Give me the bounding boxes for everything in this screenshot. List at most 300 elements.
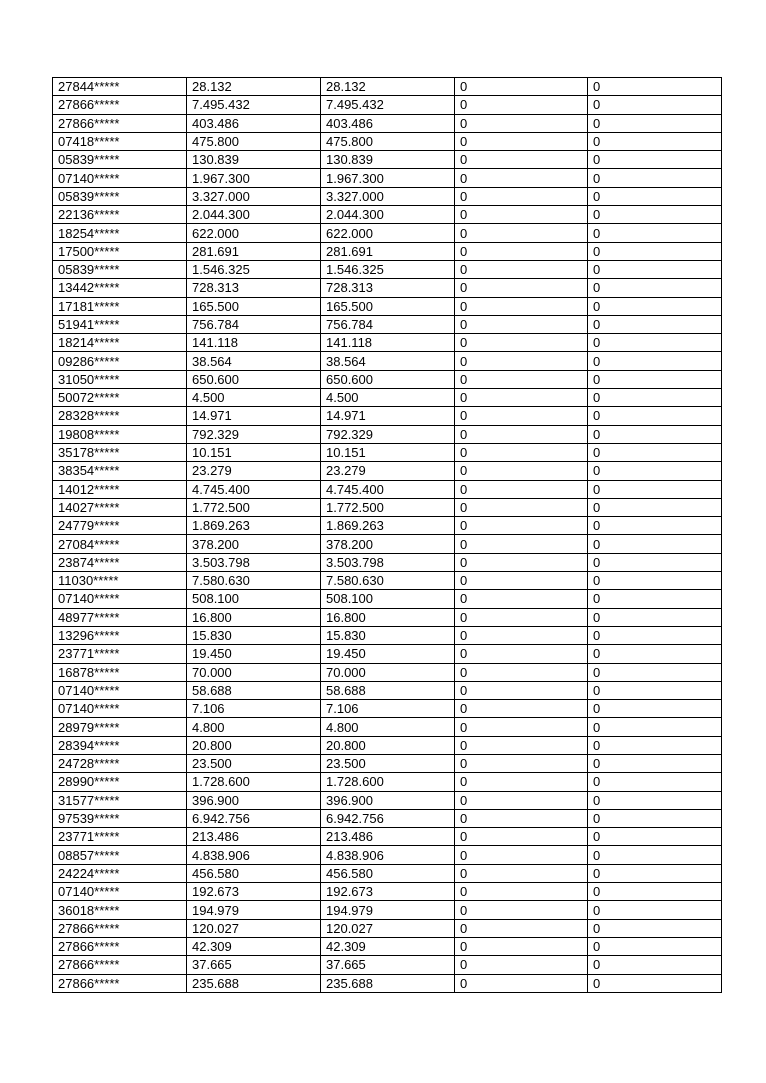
zero-repeat-cell: 0: [588, 828, 722, 846]
id-cell: 22136*****: [53, 206, 187, 224]
table-row: [53, 480, 722, 498]
zero-cell: 0: [455, 315, 588, 333]
table-row: [53, 297, 722, 315]
zero-cell: 0: [455, 443, 588, 461]
amount-cell: 1.728.600: [187, 773, 321, 791]
table-row: [53, 974, 722, 992]
id-cell: 24779*****: [53, 517, 187, 535]
amount-repeat-cell: 70.000: [321, 663, 455, 681]
zero-repeat-cell: 0: [588, 425, 722, 443]
zero-repeat-cell: 0: [588, 334, 722, 352]
id-cell: 27866*****: [53, 96, 187, 114]
zero-repeat-cell: 0: [588, 407, 722, 425]
zero-repeat-cell: 0: [588, 224, 722, 242]
zero-repeat-cell: 0: [588, 370, 722, 388]
zero-cell: 0: [455, 663, 588, 681]
amount-repeat-cell: 3.327.000: [321, 187, 455, 205]
id-cell: 19808*****: [53, 425, 187, 443]
id-cell: 17500*****: [53, 242, 187, 260]
amount-cell: 42.309: [187, 937, 321, 955]
amount-repeat-cell: 792.329: [321, 425, 455, 443]
zero-repeat-cell: 0: [588, 663, 722, 681]
zero-repeat-cell: 0: [588, 297, 722, 315]
amount-cell: 70.000: [187, 663, 321, 681]
table-row: [53, 96, 722, 114]
amount-repeat-cell: 1.546.325: [321, 260, 455, 278]
table-row: [53, 681, 722, 699]
zero-cell: 0: [455, 389, 588, 407]
id-cell: 28328*****: [53, 407, 187, 425]
zero-cell: 0: [455, 96, 588, 114]
amount-repeat-cell: 1.728.600: [321, 773, 455, 791]
table-row: [53, 663, 722, 681]
amount-repeat-cell: 756.784: [321, 315, 455, 333]
amount-cell: 37.665: [187, 956, 321, 974]
amount-repeat-cell: 1.869.263: [321, 517, 455, 535]
id-cell: 07140*****: [53, 883, 187, 901]
amount-cell: 6.942.756: [187, 809, 321, 827]
zero-repeat-cell: 0: [588, 608, 722, 626]
amount-cell: 120.027: [187, 919, 321, 937]
amount-repeat-cell: 650.600: [321, 370, 455, 388]
amount-repeat-cell: 7.580.630: [321, 572, 455, 590]
zero-cell: 0: [455, 517, 588, 535]
id-cell: 27844*****: [53, 78, 187, 96]
amount-repeat-cell: 194.979: [321, 901, 455, 919]
zero-cell: 0: [455, 681, 588, 699]
amount-cell: 396.900: [187, 791, 321, 809]
zero-cell: 0: [455, 974, 588, 992]
id-cell: 16878*****: [53, 663, 187, 681]
zero-repeat-cell: 0: [588, 645, 722, 663]
amount-repeat-cell: 16.800: [321, 608, 455, 626]
amount-cell: 15.830: [187, 626, 321, 644]
zero-cell: 0: [455, 645, 588, 663]
table-row: [53, 809, 722, 827]
zero-cell: 0: [455, 791, 588, 809]
amount-repeat-cell: 508.100: [321, 590, 455, 608]
zero-cell: 0: [455, 151, 588, 169]
zero-cell: 0: [455, 736, 588, 754]
amount-cell: 792.329: [187, 425, 321, 443]
zero-cell: 0: [455, 114, 588, 132]
amount-repeat-cell: 378.200: [321, 535, 455, 553]
id-cell: 23874*****: [53, 553, 187, 571]
amount-cell: 4.838.906: [187, 846, 321, 864]
table-row: [53, 901, 722, 919]
zero-repeat-cell: 0: [588, 736, 722, 754]
zero-repeat-cell: 0: [588, 206, 722, 224]
id-cell: 23771*****: [53, 828, 187, 846]
id-cell: 18214*****: [53, 334, 187, 352]
zero-repeat-cell: 0: [588, 315, 722, 333]
amount-cell: 756.784: [187, 315, 321, 333]
amount-cell: 1.869.263: [187, 517, 321, 535]
amount-cell: 622.000: [187, 224, 321, 242]
id-cell: 07140*****: [53, 590, 187, 608]
amount-cell: 213.486: [187, 828, 321, 846]
table-row: [53, 645, 722, 663]
id-cell: 27866*****: [53, 114, 187, 132]
table-row: [53, 572, 722, 590]
zero-repeat-cell: 0: [588, 883, 722, 901]
amount-repeat-cell: 38.564: [321, 352, 455, 370]
zero-cell: 0: [455, 626, 588, 644]
amount-repeat-cell: 235.688: [321, 974, 455, 992]
zero-repeat-cell: 0: [588, 974, 722, 992]
amount-repeat-cell: 165.500: [321, 297, 455, 315]
zero-cell: 0: [455, 901, 588, 919]
zero-repeat-cell: 0: [588, 773, 722, 791]
zero-cell: 0: [455, 773, 588, 791]
zero-repeat-cell: 0: [588, 260, 722, 278]
amount-cell: 1.546.325: [187, 260, 321, 278]
table-row: [53, 370, 722, 388]
amount-cell: 2.044.300: [187, 206, 321, 224]
amount-cell: 23.279: [187, 462, 321, 480]
amount-repeat-cell: 23.279: [321, 462, 455, 480]
zero-repeat-cell: 0: [588, 956, 722, 974]
amount-cell: 7.495.432: [187, 96, 321, 114]
zero-repeat-cell: 0: [588, 114, 722, 132]
zero-cell: 0: [455, 754, 588, 772]
zero-cell: 0: [455, 572, 588, 590]
table-row: [53, 260, 722, 278]
table-row: [53, 517, 722, 535]
table-row: [53, 78, 722, 96]
id-cell: 18254*****: [53, 224, 187, 242]
amount-cell: 7.106: [187, 700, 321, 718]
amount-repeat-cell: 15.830: [321, 626, 455, 644]
amount-repeat-cell: 2.044.300: [321, 206, 455, 224]
id-cell: 13296*****: [53, 626, 187, 644]
zero-repeat-cell: 0: [588, 700, 722, 718]
amount-cell: 192.673: [187, 883, 321, 901]
table-row: [53, 956, 722, 974]
amount-cell: 4.745.400: [187, 480, 321, 498]
table-row: [53, 132, 722, 150]
table-row: [53, 334, 722, 352]
amount-cell: 23.500: [187, 754, 321, 772]
amount-cell: 378.200: [187, 535, 321, 553]
id-cell: 28990*****: [53, 773, 187, 791]
amount-repeat-cell: 7.106: [321, 700, 455, 718]
id-cell: 31050*****: [53, 370, 187, 388]
zero-cell: 0: [455, 462, 588, 480]
zero-cell: 0: [455, 956, 588, 974]
id-cell: 38354*****: [53, 462, 187, 480]
amount-repeat-cell: 4.745.400: [321, 480, 455, 498]
amount-cell: 20.800: [187, 736, 321, 754]
amount-cell: 508.100: [187, 590, 321, 608]
amount-repeat-cell: 120.027: [321, 919, 455, 937]
amount-cell: 130.839: [187, 151, 321, 169]
table-row: [53, 206, 722, 224]
table-row: [53, 279, 722, 297]
zero-cell: 0: [455, 590, 588, 608]
table-row: [53, 864, 722, 882]
zero-cell: 0: [455, 132, 588, 150]
table-row: [53, 883, 722, 901]
zero-cell: 0: [455, 553, 588, 571]
zero-cell: 0: [455, 809, 588, 827]
amount-cell: 7.580.630: [187, 572, 321, 590]
id-cell: 14012*****: [53, 480, 187, 498]
id-cell: 17181*****: [53, 297, 187, 315]
zero-repeat-cell: 0: [588, 681, 722, 699]
amount-repeat-cell: 37.665: [321, 956, 455, 974]
zero-repeat-cell: 0: [588, 937, 722, 955]
table-row: [53, 846, 722, 864]
zero-cell: 0: [455, 242, 588, 260]
zero-repeat-cell: 0: [588, 809, 722, 827]
zero-cell: 0: [455, 608, 588, 626]
amount-repeat-cell: 213.486: [321, 828, 455, 846]
amount-repeat-cell: 403.486: [321, 114, 455, 132]
zero-repeat-cell: 0: [588, 901, 722, 919]
zero-repeat-cell: 0: [588, 535, 722, 553]
id-cell: 31577*****: [53, 791, 187, 809]
id-cell: 27866*****: [53, 974, 187, 992]
id-cell: 07140*****: [53, 700, 187, 718]
zero-repeat-cell: 0: [588, 96, 722, 114]
zero-repeat-cell: 0: [588, 78, 722, 96]
table-row: [53, 919, 722, 937]
amount-repeat-cell: 42.309: [321, 937, 455, 955]
table-row: [53, 169, 722, 187]
id-cell: 24224*****: [53, 864, 187, 882]
amount-repeat-cell: 7.495.432: [321, 96, 455, 114]
id-cell: 07140*****: [53, 681, 187, 699]
zero-cell: 0: [455, 883, 588, 901]
amount-repeat-cell: 19.450: [321, 645, 455, 663]
table-row: [53, 443, 722, 461]
amount-cell: 403.486: [187, 114, 321, 132]
zero-cell: 0: [455, 846, 588, 864]
zero-repeat-cell: 0: [588, 846, 722, 864]
amount-repeat-cell: 130.839: [321, 151, 455, 169]
id-cell: 27084*****: [53, 535, 187, 553]
table-row: [53, 224, 722, 242]
id-cell: 14027*****: [53, 498, 187, 516]
id-cell: 13442*****: [53, 279, 187, 297]
zero-repeat-cell: 0: [588, 590, 722, 608]
zero-repeat-cell: 0: [588, 517, 722, 535]
amount-cell: 10.151: [187, 443, 321, 461]
amount-cell: 728.313: [187, 279, 321, 297]
id-cell: 07140*****: [53, 169, 187, 187]
table-row: [53, 773, 722, 791]
zero-cell: 0: [455, 425, 588, 443]
table-row: [53, 736, 722, 754]
zero-cell: 0: [455, 279, 588, 297]
zero-repeat-cell: 0: [588, 754, 722, 772]
table-row: [53, 114, 722, 132]
table-row: [53, 462, 722, 480]
amount-cell: 650.600: [187, 370, 321, 388]
table-row: [53, 553, 722, 571]
zero-repeat-cell: 0: [588, 169, 722, 187]
zero-cell: 0: [455, 480, 588, 498]
amount-cell: 475.800: [187, 132, 321, 150]
amount-cell: 38.564: [187, 352, 321, 370]
amount-repeat-cell: 28.132: [321, 78, 455, 96]
id-cell: 05839*****: [53, 187, 187, 205]
zero-cell: 0: [455, 919, 588, 937]
amount-repeat-cell: 1.772.500: [321, 498, 455, 516]
table-row: [53, 828, 722, 846]
table-row: [53, 315, 722, 333]
amount-cell: 16.800: [187, 608, 321, 626]
amount-repeat-cell: 281.691: [321, 242, 455, 260]
zero-cell: 0: [455, 370, 588, 388]
zero-cell: 0: [455, 828, 588, 846]
zero-repeat-cell: 0: [588, 553, 722, 571]
id-cell: 05839*****: [53, 260, 187, 278]
amount-repeat-cell: 20.800: [321, 736, 455, 754]
amount-cell: 4.500: [187, 389, 321, 407]
table-row: [53, 352, 722, 370]
zero-cell: 0: [455, 864, 588, 882]
zero-repeat-cell: 0: [588, 443, 722, 461]
amount-repeat-cell: 23.500: [321, 754, 455, 772]
zero-cell: 0: [455, 169, 588, 187]
amount-cell: 28.132: [187, 78, 321, 96]
amount-cell: 165.500: [187, 297, 321, 315]
zero-cell: 0: [455, 498, 588, 516]
zero-cell: 0: [455, 937, 588, 955]
zero-cell: 0: [455, 224, 588, 242]
table-row: [53, 151, 722, 169]
amount-repeat-cell: 622.000: [321, 224, 455, 242]
amount-repeat-cell: 58.688: [321, 681, 455, 699]
amount-repeat-cell: 1.967.300: [321, 169, 455, 187]
amount-cell: 235.688: [187, 974, 321, 992]
amount-cell: 14.971: [187, 407, 321, 425]
id-cell: 50072*****: [53, 389, 187, 407]
zero-cell: 0: [455, 334, 588, 352]
table-row: [53, 407, 722, 425]
amount-repeat-cell: 456.580: [321, 864, 455, 882]
zero-repeat-cell: 0: [588, 462, 722, 480]
amount-cell: 194.979: [187, 901, 321, 919]
amount-repeat-cell: 10.151: [321, 443, 455, 461]
zero-cell: 0: [455, 78, 588, 96]
amount-repeat-cell: 396.900: [321, 791, 455, 809]
amount-cell: 1.772.500: [187, 498, 321, 516]
id-cell: 11030*****: [53, 572, 187, 590]
amount-cell: 281.691: [187, 242, 321, 260]
id-cell: 28979*****: [53, 718, 187, 736]
amount-repeat-cell: 728.313: [321, 279, 455, 297]
zero-cell: 0: [455, 407, 588, 425]
amount-repeat-cell: 3.503.798: [321, 553, 455, 571]
zero-repeat-cell: 0: [588, 187, 722, 205]
id-cell: 27866*****: [53, 919, 187, 937]
amount-cell: 3.503.798: [187, 553, 321, 571]
table-row: [53, 608, 722, 626]
id-cell: 07418*****: [53, 132, 187, 150]
table-row: [53, 590, 722, 608]
table-body: [53, 78, 722, 993]
amount-cell: 141.118: [187, 334, 321, 352]
zero-cell: 0: [455, 206, 588, 224]
table-row: [53, 718, 722, 736]
amount-repeat-cell: 4.500: [321, 389, 455, 407]
amount-cell: 19.450: [187, 645, 321, 663]
id-cell: 97539*****: [53, 809, 187, 827]
table-row: [53, 498, 722, 516]
table-row: [53, 187, 722, 205]
table-row: [53, 937, 722, 955]
id-cell: 35178*****: [53, 443, 187, 461]
amount-repeat-cell: 4.838.906: [321, 846, 455, 864]
id-cell: 08857*****: [53, 846, 187, 864]
zero-repeat-cell: 0: [588, 242, 722, 260]
id-cell: 27866*****: [53, 956, 187, 974]
amount-cell: 4.800: [187, 718, 321, 736]
zero-repeat-cell: 0: [588, 626, 722, 644]
id-cell: 51941*****: [53, 315, 187, 333]
zero-repeat-cell: 0: [588, 572, 722, 590]
table-row: [53, 754, 722, 772]
id-cell: 28394*****: [53, 736, 187, 754]
amount-repeat-cell: 14.971: [321, 407, 455, 425]
zero-repeat-cell: 0: [588, 279, 722, 297]
zero-repeat-cell: 0: [588, 791, 722, 809]
amount-cell: 456.580: [187, 864, 321, 882]
amount-repeat-cell: 475.800: [321, 132, 455, 150]
zero-repeat-cell: 0: [588, 151, 722, 169]
data-table: [52, 77, 722, 993]
zero-cell: 0: [455, 260, 588, 278]
amount-repeat-cell: 192.673: [321, 883, 455, 901]
id-cell: 05839*****: [53, 151, 187, 169]
amount-cell: 1.967.300: [187, 169, 321, 187]
amount-repeat-cell: 4.800: [321, 718, 455, 736]
zero-repeat-cell: 0: [588, 352, 722, 370]
amount-repeat-cell: 141.118: [321, 334, 455, 352]
zero-repeat-cell: 0: [588, 389, 722, 407]
zero-cell: 0: [455, 297, 588, 315]
zero-cell: 0: [455, 535, 588, 553]
table-row: [53, 700, 722, 718]
zero-cell: 0: [455, 718, 588, 736]
zero-repeat-cell: 0: [588, 480, 722, 498]
amount-repeat-cell: 6.942.756: [321, 809, 455, 827]
table-row: [53, 535, 722, 553]
id-cell: 27866*****: [53, 937, 187, 955]
amount-cell: 3.327.000: [187, 187, 321, 205]
zero-cell: 0: [455, 700, 588, 718]
table-row: [53, 389, 722, 407]
table-row: [53, 425, 722, 443]
zero-cell: 0: [455, 187, 588, 205]
zero-repeat-cell: 0: [588, 919, 722, 937]
amount-cell: 58.688: [187, 681, 321, 699]
zero-repeat-cell: 0: [588, 132, 722, 150]
table-row: [53, 626, 722, 644]
id-cell: 36018*****: [53, 901, 187, 919]
zero-repeat-cell: 0: [588, 864, 722, 882]
zero-cell: 0: [455, 352, 588, 370]
zero-repeat-cell: 0: [588, 498, 722, 516]
id-cell: 23771*****: [53, 645, 187, 663]
table-row: [53, 791, 722, 809]
id-cell: 48977*****: [53, 608, 187, 626]
id-cell: 09286*****: [53, 352, 187, 370]
table-row: [53, 242, 722, 260]
